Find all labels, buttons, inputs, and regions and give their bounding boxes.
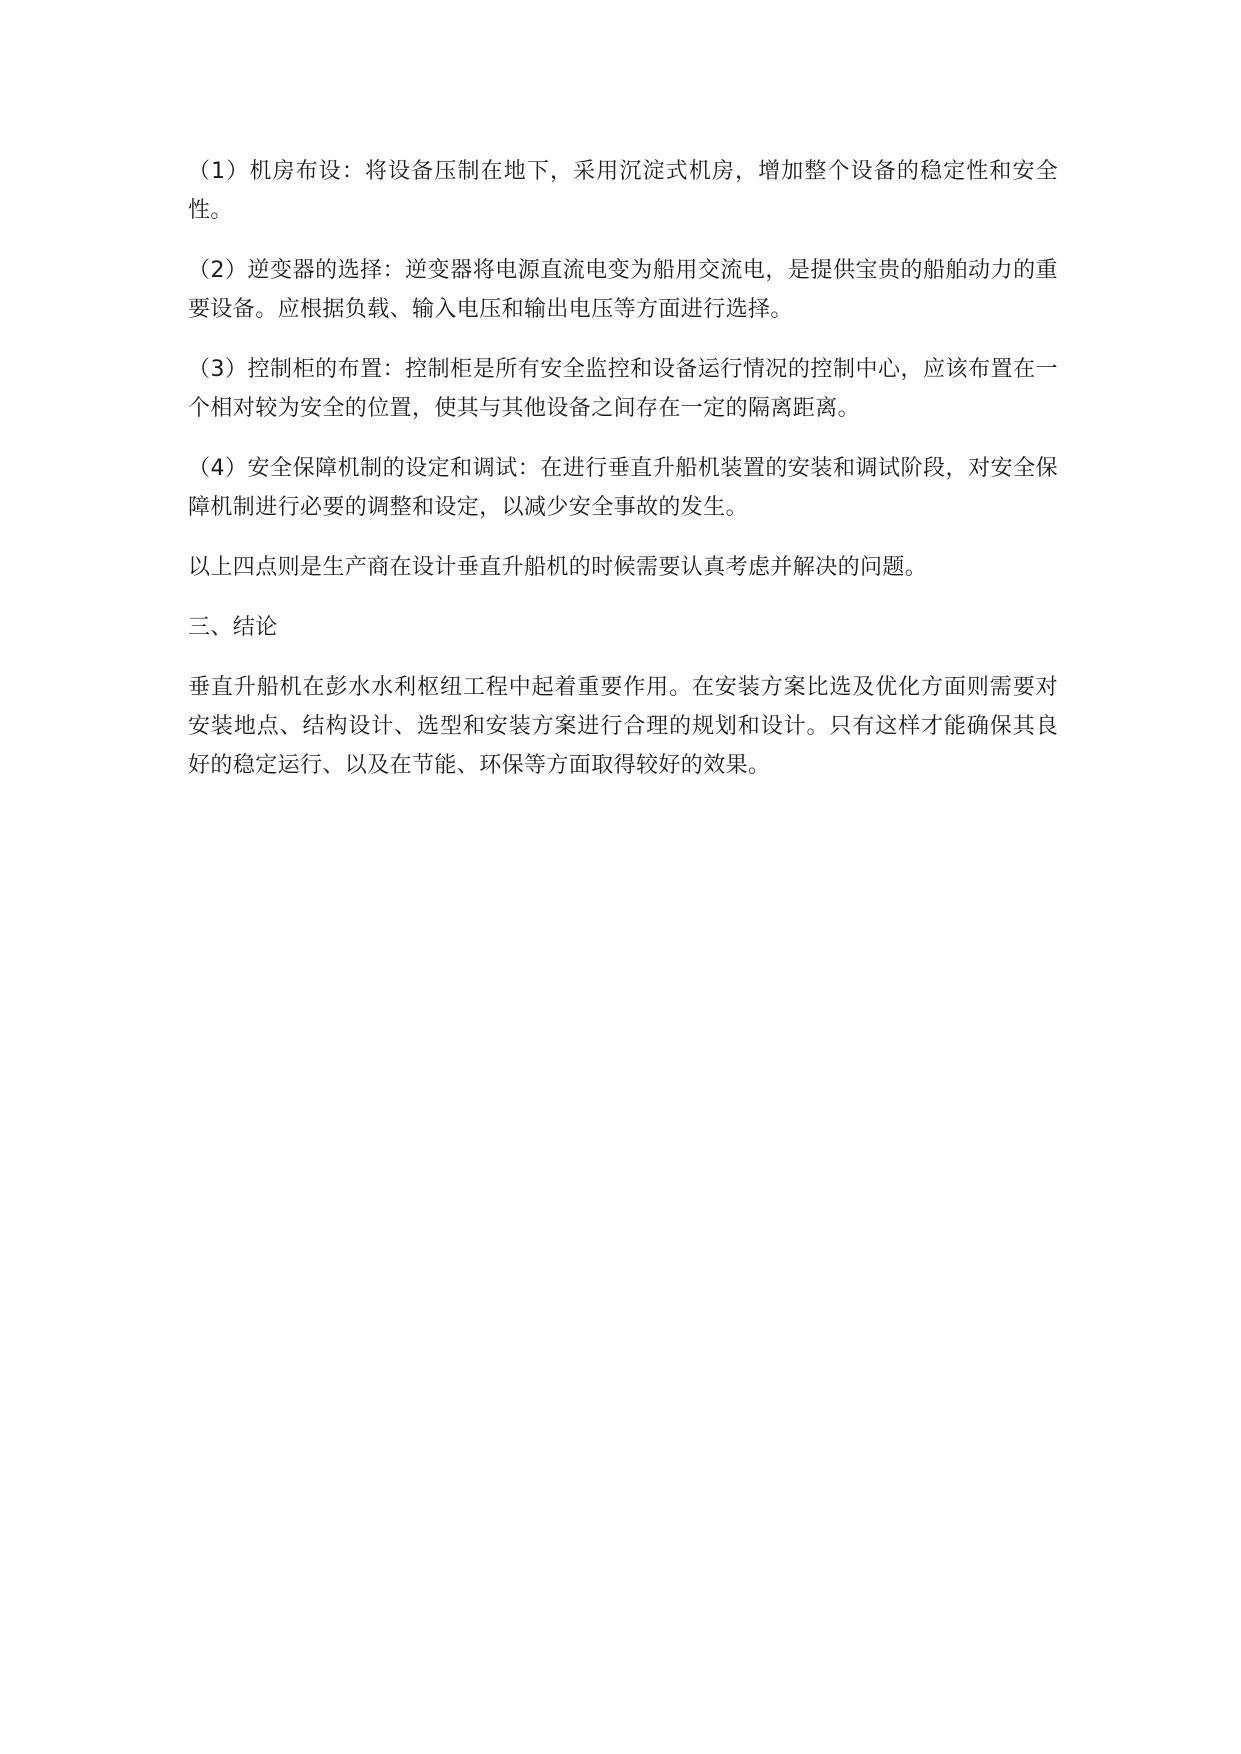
section-heading-conclusion: 三、结论 — [188, 615, 278, 640]
paragraph-safety-mechanism: （4）安全保障机制的设定和调试：在进行垂直升船机装置的安装和调试阶段，对安全保障机制进行必要的调整和设定，以减少安全事故的发生。 — [188, 456, 1058, 520]
paragraph-summary: 以上四点则是生产商在设计垂直升船机的时候需要认真考虑并解决的问题。 — [188, 555, 928, 580]
paragraph-conclusion: 垂直升船机在彭水水利枢纽工程中起着重要作用。在安装方案比选及优化方面则需要对安装地点、结构设计、选型和安装方案进行合理的规划和设计。只有这样才能确保其良好的稳定运行、以及在节能、环保等方面取得较好的效果。 — [188, 675, 1058, 778]
paragraph-inverter: （2）逆变器的选择：逆变器将电源直流电变为船用交流电，是提供宝贵的船舶动力的重要设备。应根据负载、输入电压和输出电压等方面进行选择。 — [188, 258, 1058, 322]
document-body — [188, 152, 1058, 806]
paragraph-control-cabinet: （3）控制柜的布置：控制柜是所有安全监控和设备运行情况的控制中心，应该布置在一个相对较为安全的位置，使其与其他设备之间存在一定的隔离距离。 — [188, 357, 1058, 421]
paragraph-machine-room: （1）机房布设：将设备压制在地下，采用沉淀式机房，增加整个设备的稳定性和安全性。 — [188, 159, 1058, 223]
